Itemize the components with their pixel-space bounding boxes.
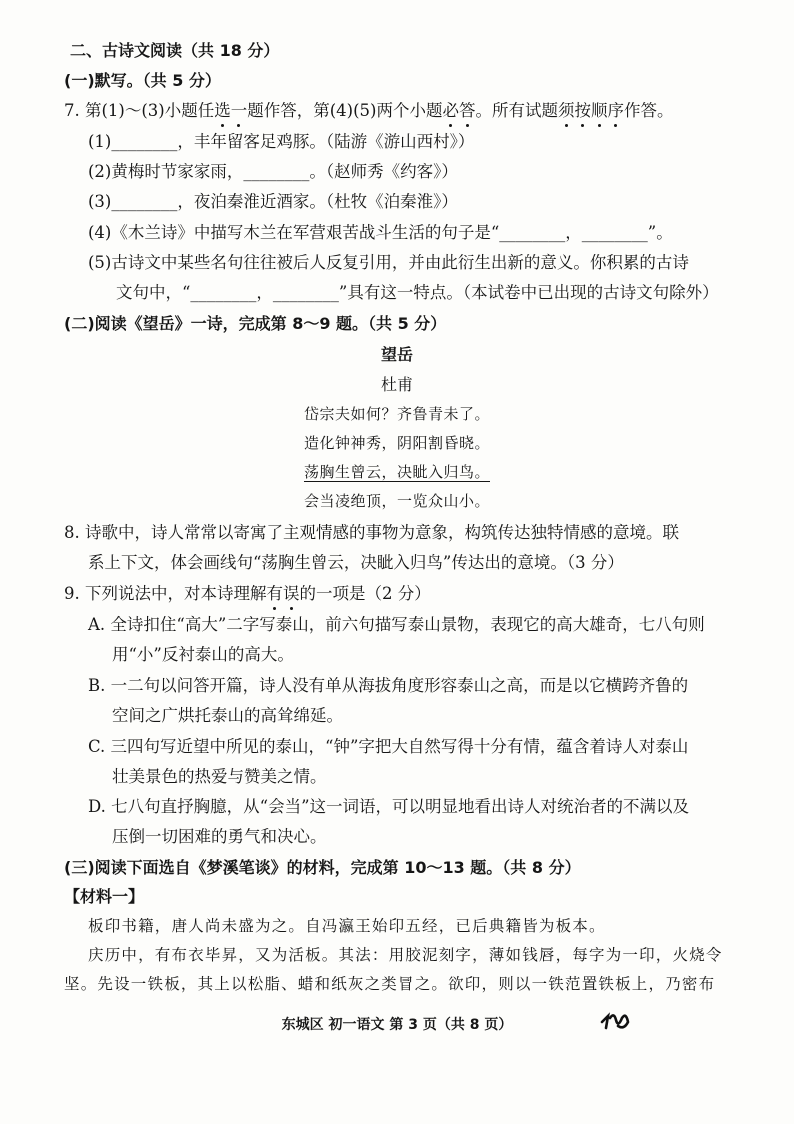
q7-item-5-line-2: 文句中，“________，________”具有这一特点。（本试卷中已出现的古诗文句除外）: [116, 283, 719, 302]
q9-option-b-line-2: 空间之广烘托泰山的高耸绵延。: [112, 706, 343, 725]
q9-option-d-line-1: D. 七八句直抒胸臆，从“会当”这一词语，可以明显地看出诗人对统治者的不满以及: [88, 797, 690, 816]
poem-line-3-underlined: 荡胸生曾云，决眦入归鸟。: [303, 463, 490, 481]
q9-option-a-line-2: 用“小”反衬泰山的高大。: [112, 645, 294, 664]
q9-option-b-line-1: B. 一二句以问答开篇，诗人没有单从海拔角度形容泰山之高，而是以它横跨齐鲁的: [88, 676, 689, 695]
q7-stem: [64, 100, 673, 122]
q8-line-1: 8. 诗歌中，诗人常常以寄寓了主观情感的事物为意象，构筑传达独特情感的意境。联: [64, 523, 679, 542]
part1-title: (一)默写。（共 5 分）: [64, 71, 221, 90]
material-1-paragraph-2-line-2: 坚。先设一铁板，其上以松脂、蜡和纸灰之类冒之。欲印，则以一铁范置铁板上，乃密布: [64, 975, 716, 993]
q7-stem-text: 作答。: [623, 101, 674, 120]
material-1-paragraph-2-line-1: 庆历中，有布衣毕昇，又为活板。其法：用胶泥刻字，薄如钱唇，每字为一印，火烧令: [88, 946, 723, 964]
q7-item-5-line-1: (5)古诗文中某些名句往往被后人反复引用，并由此衍生出新的意义。你积累的古诗: [88, 253, 689, 272]
q7-stem-text: 。所有试题: [475, 101, 558, 120]
q7-emphasis-3: 须按顺序: [557, 101, 624, 120]
q9-option-a-line-1: A. 全诗扣住“高大”二字写泰山，前六句描写泰山景物，表现它的高大雄奇，七八句则: [88, 615, 705, 634]
q7-emphasis-1: 选一: [214, 101, 248, 120]
q7-item-3: (3)________，夜泊秦淮近酒家。（杜牧《泊秦淮》）: [88, 192, 458, 211]
poem-author: 杜甫: [380, 375, 413, 394]
q7-stem-text: 7. 第(1)～(3)小题任: [64, 101, 215, 120]
poem-line-1: 岱宗夫如何？齐鲁青未了。: [303, 405, 490, 423]
q9-emphasis: 有误: [266, 584, 300, 603]
q9-option-d-line-2: 压倒一切困难的勇气和决心。: [112, 827, 327, 846]
page-footer: 东城区 初一语文 第 3 页（共 8 页）: [281, 1017, 513, 1033]
q9-stem: [64, 583, 431, 605]
poem-line-3-wrap: [0, 461, 794, 483]
part2-title: (二)阅读《望岳》一诗，完成第 8～9 题。（共 5 分）: [64, 314, 447, 333]
material-1-paragraph-1: 板印书籍，唐人尚未盛为之。自冯瀛王始印五经，已后典籍皆为板本。: [88, 917, 606, 935]
q7-item-4: (4)《木兰诗》中描写木兰在军营艰苦战斗生活的句子是“________，________”。: [88, 223, 673, 242]
poem-line-2: 造化钟神秀，阴阳割昏晓。: [303, 434, 490, 452]
poem-line-4: 会当凌绝顶，一览众山小。: [303, 492, 490, 510]
q7-emphasis-2: 必答: [442, 101, 476, 120]
q9-stem-text: 9. 下列说法中，对本诗理解: [64, 584, 267, 603]
poem-title: 望岳: [380, 345, 413, 364]
section-title: 二、古诗文阅读（共 18 分）: [70, 41, 280, 60]
material-1-label: 【材料一】: [64, 887, 145, 906]
q7-item-2: (2)黄梅时节家家雨，________。（赵师秀《约客》）: [88, 162, 458, 181]
handwritten-mark-icon: [600, 1010, 630, 1032]
q8-line-2: 系上下文，体会画线句“荡胸生曾云，决眦入归鸟”传达出的意境。（3 分）: [88, 553, 624, 572]
q7-item-1: (1)________，丰年留客足鸡豚。（陆游《游山西村》）: [88, 132, 475, 151]
q7-stem-text: 题作答，第(4)(5)两个小题: [247, 101, 443, 120]
part3-title: (三)阅读下面选自《梦溪笔谈》的材料，完成第 10～13 题。（共 8 分）: [64, 858, 581, 877]
q9-stem-text: 的一项是（2 分）: [299, 584, 431, 603]
q9-option-c-line-1: C. 三四句写近望中所见的泰山，“钟”字把大自然写得十分有情，蕴含着诗人对泰山: [88, 737, 689, 756]
q9-option-c-line-2: 壮美景色的热爱与赞美之情。: [112, 767, 327, 786]
